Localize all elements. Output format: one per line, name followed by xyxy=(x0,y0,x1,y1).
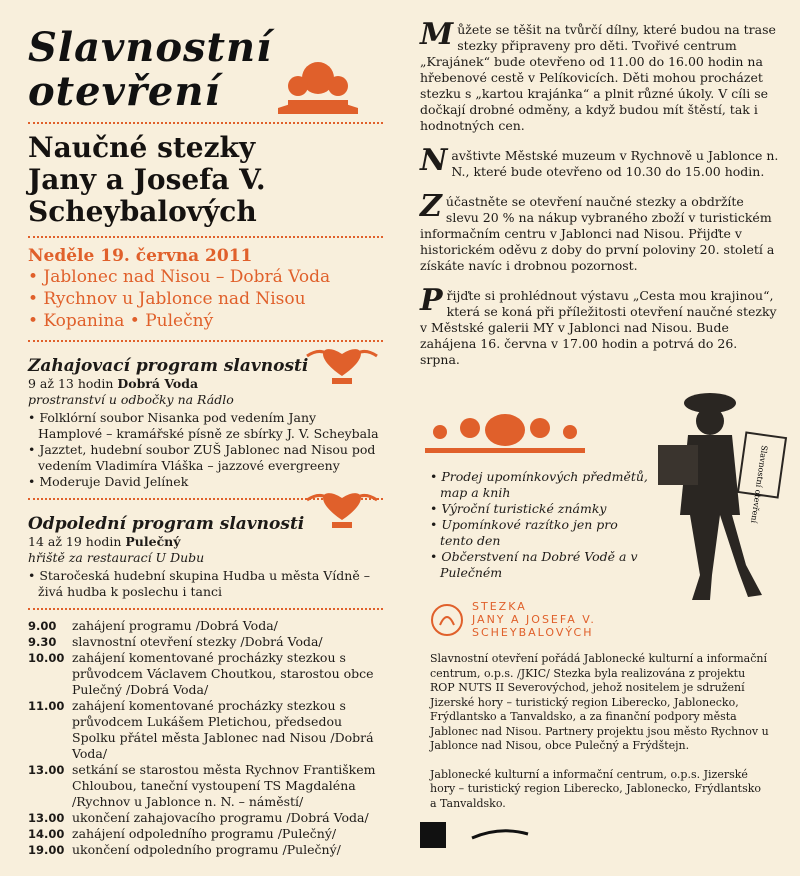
schedule-time: 19.00 xyxy=(28,843,65,857)
heart-ornament-icon xyxy=(302,336,382,386)
paragraph-text: řijďte si prohlédnout výstavu „Cesta mou krajinou“, která se koná při příležitosti otevření naučné stezky v Městské galerii MY v Jablonci nad Nisou. Bude zahájena 16. června v 17.00 hodin a potrvá do 26. srpna. xyxy=(420,288,777,367)
list-item: • Moderuje David Jelínek xyxy=(28,474,189,489)
subtitle-line1: Naučné stezky xyxy=(28,131,256,164)
subtitle-line2: Jany a Josefa V. xyxy=(28,163,266,196)
schedule-time: 13.00 xyxy=(28,811,65,825)
drop-cap: N xyxy=(420,143,448,178)
trail-logo xyxy=(430,600,596,639)
list-item: • Jazztet, hudební soubor ZUŠ Jablonec nad Nisou pod vedením Vladimíra Vláška – jazzové evergreeny xyxy=(28,442,376,473)
morning-list xyxy=(28,410,383,490)
schedule-time: 13.00 xyxy=(28,763,65,777)
schedule-time: 11.00 xyxy=(28,699,65,713)
schedule-row xyxy=(28,634,383,650)
paragraph-discount xyxy=(420,189,780,274)
paragraph-exhibition xyxy=(420,283,780,368)
place-item: • Kopanina • Pulečný xyxy=(28,311,214,331)
list-item: • Folklórní soubor Nisanka pod vedením Jany Hamplové – kramářské písně ze sbírky J. V. Scheybala xyxy=(28,410,379,441)
afternoon-time xyxy=(28,534,383,550)
jkic-logo-icon xyxy=(420,822,446,848)
schedule-text: zahájení programu /Dobrá Voda/ xyxy=(72,618,278,633)
paragraph-museum xyxy=(420,143,780,180)
list-item: • Výroční turistické známky xyxy=(430,501,607,516)
afternoon-heading: Odpolední program slavnosti xyxy=(28,514,305,534)
schedule-text: zahájení komentované procházky stezkou s průvodcem Lukášem Pletichou, předsedou Spolku přátel města Jablonec nad Nisou /Dobrá Voda/ xyxy=(72,698,374,761)
paragraph-text: účastněte se otevření naučné stezky a obdržíte slevu 20 % na nákup vybraného zboží v turistickém informačním centru v Jablonci nad Nisou. Přijďte v historickém oděvu z doby do první poloviny 20. století a získáte navíc i drobnou pozornost. xyxy=(420,194,775,273)
trail-logo-icon xyxy=(430,603,464,637)
afternoon-list xyxy=(28,568,383,600)
divider xyxy=(28,236,383,238)
place-item: • Jablonec nad Nisou – Dobrá Voda xyxy=(28,267,331,287)
list-item: • Prodej upomínkových předmětů, map a knih xyxy=(430,469,648,500)
schedule-row xyxy=(28,826,383,842)
peddler-figure-icon xyxy=(650,375,790,615)
morning-heading: Zahajovací program slavnosti xyxy=(28,356,309,376)
drop-cap: P xyxy=(420,283,443,318)
floral-garland-icon xyxy=(420,400,590,460)
places-list xyxy=(28,266,383,332)
main-title-line2: otevření xyxy=(28,68,221,115)
place-item: • Rychnov u Jablonce nad Nisou xyxy=(28,289,306,309)
paragraph-workshops xyxy=(420,17,780,134)
schedule-text: ukončení zahajovacího programu /Dobrá Voda/ xyxy=(72,810,369,825)
heart-ornament-icon xyxy=(302,480,382,530)
region-logo-icon xyxy=(470,826,530,842)
footer-partners: Jablonecké kulturní a informační centrum, o.p.s. Jizerské hory – turistický region Liberecko, Jablonecko, Frýdlantsko a Tanvaldsko. xyxy=(430,767,762,810)
list-item: • Upomínkové razítko jen pro tento den xyxy=(430,517,618,548)
list-item: • Občerstvení na Dobré Vodě a v Pulečném xyxy=(430,549,638,580)
schedule-time: 10.00 xyxy=(28,651,65,665)
morning-time-text: 9 až 13 hodin xyxy=(28,376,118,391)
schedule-time: 14.00 xyxy=(28,827,65,841)
schedule-row xyxy=(28,842,383,858)
morning-location: prostranství u odbočky na Rádlo xyxy=(28,392,234,407)
logo-line: JANY A JOSEFA V. xyxy=(472,613,596,626)
list-item: • Staročeská hudební skupina Hudba u města Vídně – živá hudba k poslechu i tanci xyxy=(28,568,370,599)
paragraph-text: ůžete se těšit na tvůrčí dílny, které budou na trase stezky připraveny pro děti. Tvořivé centrum „Krajánek“ bude otevřeno od 11.00 do 16.00 hodin na hřebenové cestě v Pelíkovicích. Děti mohou procházet stezku s „kartou krajánka“ a plnit různé úkoly. V cíli se dočkají drobné odměny, a když budou mít štěstí, tak i hodnotných cen. xyxy=(420,22,776,133)
schedule-row xyxy=(28,618,383,634)
schedule-text: zahájení odpoledního programu /Pulečný/ xyxy=(72,826,337,841)
footer xyxy=(430,652,770,811)
sign-text: Slavnostní otevření xyxy=(749,444,769,524)
schedule-text: ukončení odpoledního programu /Pulečný/ xyxy=(72,842,341,857)
logo-line: SCHEYBALOVÝCH xyxy=(472,626,594,639)
divider xyxy=(28,122,383,124)
subtitle-line3: Scheybalových xyxy=(28,195,257,228)
drop-cap: M xyxy=(420,17,454,52)
afternoon-location: hřiště za restaurací U Dubu xyxy=(28,550,205,565)
afternoon-time-text: 14 až 19 hodin xyxy=(28,534,126,549)
schedule-row xyxy=(28,698,383,762)
paragraph-text: avštivte Městské muzeum v Rychnově u Jablonce n. N., které bude otevřeno od 10.30 do 15.00 hodin. xyxy=(451,148,779,179)
left-column xyxy=(28,26,383,858)
schedule-row xyxy=(28,650,383,698)
schedule xyxy=(28,618,383,858)
flower-ornament-icon xyxy=(268,48,368,118)
logo-text xyxy=(472,600,596,639)
schedule-text: slavnostní otevření stezky /Dobrá Voda/ xyxy=(72,634,323,649)
schedule-text: zahájení komentované procházky stezkou s průvodcem Václavem Choutkou, starostou obce Pulečný /Dobrá Voda/ xyxy=(72,650,374,697)
offerings-list xyxy=(430,469,650,581)
schedule-time: 9.30 xyxy=(28,635,57,649)
schedule-time: 9.00 xyxy=(28,619,57,633)
schedule-row xyxy=(28,762,383,810)
divider xyxy=(28,608,383,610)
schedule-text: setkání se starostou města Rychnov Františkem Chloubou, taneční vystoupení TS Magdaléna /Rychnov u Jablonce n. N. – náměstí/ xyxy=(72,762,376,809)
main-title-line1: Slavnostní xyxy=(28,24,273,71)
schedule-row xyxy=(28,810,383,826)
morning-place: Dobrá Voda xyxy=(117,376,199,391)
afternoon-place: Pulečný xyxy=(125,534,181,549)
event-date: Neděle 19. června 2011 xyxy=(28,246,253,266)
logo-line: STEZKA xyxy=(472,600,527,613)
footer-organizer: Slavnostní otevření pořádá Jablonecké kulturní a informační centrum, o.p.s. /JKIC/ Stezka byla realizována z projektu ROP NUTS II Severovýchod, jehož nositelem je sdružení Jizerské hory – turistický region Liberecko, Jablonecko, Frýdlantsko a Tanvaldsko, a za finanční podpory města Jablonec nad Nisou. Partnery projektu jsou město Rychnov u Jablonce nad Nisou, obce Pulečný a Frýdštejn. xyxy=(430,652,769,752)
drop-cap: Z xyxy=(420,189,442,224)
right-column xyxy=(420,17,780,382)
